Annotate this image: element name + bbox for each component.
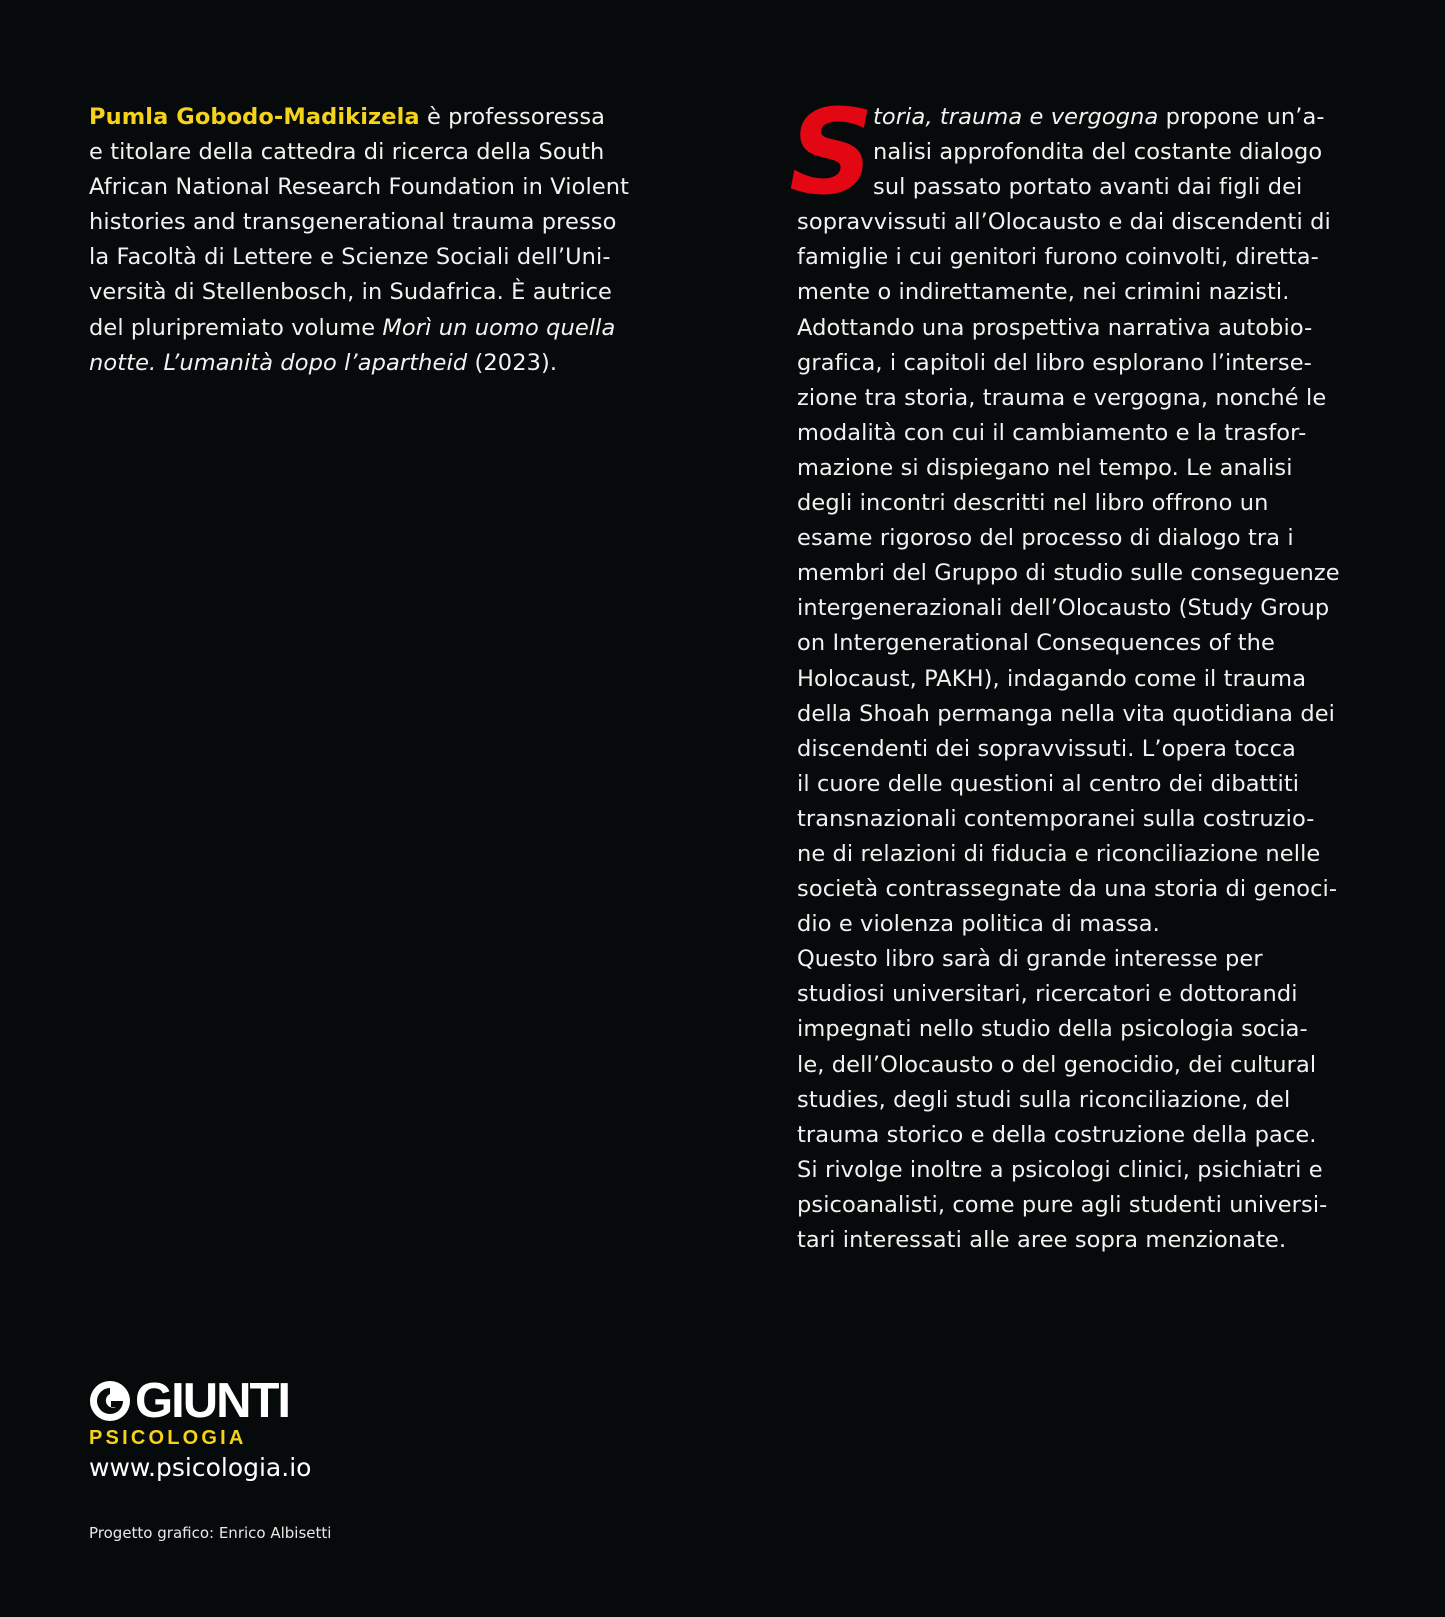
book-blurb bbox=[789, 83, 1397, 1258]
author-bio-line: histories and transgenerational trauma presso bbox=[89, 209, 617, 236]
author-bio-line: la Facoltà di Lettere e Scienze Sociali dell’Uni- bbox=[89, 244, 611, 271]
blurb-line: tari interessati alle aree sopra menzionate. bbox=[797, 1227, 1287, 1253]
blurb-line: on Intergenerational Consequences of the bbox=[797, 630, 1275, 657]
blurb-line: degli incontri descritti nel libro offrono un bbox=[797, 490, 1269, 517]
blurb-line: trauma storico e della costruzione della pace. bbox=[797, 1121, 1317, 1148]
author-bio-line: versità di Stellenbosch, in Sudafrica. È autrice bbox=[89, 279, 613, 306]
blurb-line: mazione si dispiegano nel tempo. Le analisi bbox=[797, 454, 1293, 481]
blurb-line: società contrassegnate da una storia di genoci- bbox=[797, 876, 1338, 903]
blurb-line: sul passato portato avanti dai figli dei bbox=[873, 174, 1303, 201]
blurb-line: intergenerazionali dell’Olocausto (Study Group bbox=[797, 595, 1330, 622]
author-bio-line: African National Research Foundation in Violent bbox=[89, 174, 630, 201]
blurb-line: Questo libro sarà di grande interesse per bbox=[797, 946, 1263, 973]
blurb-text: propone un’a- bbox=[1158, 104, 1325, 130]
publisher-brand bbox=[89, 1376, 311, 1486]
blurb-line: grafica, i capitoli del libro esplorano l’interse- bbox=[797, 349, 1312, 376]
blurb-line: membri del Gruppo di studio sulle conseguenze bbox=[797, 560, 1340, 587]
blurb-line: le, dell’Olocausto o del genocidio, dei cultural bbox=[797, 1051, 1317, 1078]
blurb-line: psicoanalisti, come pure agli studenti universi- bbox=[797, 1191, 1328, 1218]
publisher-url: www.psicologia.io bbox=[89, 1453, 312, 1482]
author-bio-line: e titolare della cattedra di ricerca della South bbox=[89, 139, 605, 166]
blurb-line: impegnati nello studio della psicologia socia- bbox=[797, 1016, 1308, 1043]
dropcap-letter: S bbox=[789, 83, 875, 221]
author-bio-line bbox=[89, 311, 659, 346]
blurb-line: famiglie i cui genitori furono coinvolti, diretta- bbox=[797, 244, 1319, 271]
publisher-imprint: PSICOLOGIA bbox=[89, 1427, 247, 1449]
book-title-italic: notte. L’umanità dopo l’apartheid bbox=[89, 349, 468, 376]
blurb-line: studies, degli studi sulla riconciliazione, del bbox=[797, 1086, 1291, 1113]
blurb-line: Adottando una prospettiva narrativa autobio- bbox=[797, 314, 1313, 341]
blurb-line: nalisi approfondita del costante dialogo bbox=[873, 139, 1323, 166]
giunti-g-logo-icon bbox=[89, 1380, 131, 1422]
blurb-line: dio e violenza politica di massa. bbox=[797, 911, 1160, 938]
author-bio-line bbox=[89, 100, 659, 135]
blurb-line: esame rigoroso del processo di dialogo tra i bbox=[797, 525, 1294, 552]
publisher-name: GIUNTI bbox=[135, 1374, 290, 1428]
blurb-line: studiosi universitari, ricercatori e dottorandi bbox=[797, 981, 1298, 1008]
author-bio bbox=[89, 100, 659, 381]
blurb-line: il cuore delle questioni al centro dei dibattiti bbox=[797, 770, 1300, 797]
author-bio-line bbox=[89, 346, 659, 381]
giunti-logo-row bbox=[89, 1376, 311, 1426]
blurb-line: sopravvissuti all’Olocausto e dai discendenti di bbox=[797, 209, 1331, 236]
blurb-line: zione tra storia, trauma e vergogna, nonché le bbox=[797, 384, 1327, 411]
blurb-line: modalità con cui il cambiamento e la trasfor- bbox=[797, 419, 1307, 446]
blurb-line: discendenti dei sopravvissuti. L’opera tocca bbox=[797, 735, 1296, 762]
author-bio-text: (2023). bbox=[467, 349, 558, 376]
blurb-line bbox=[797, 100, 1397, 135]
book-title-italic: toria, trauma e vergogna bbox=[873, 104, 1159, 130]
blurb-line: della Shoah permanga nella vita quotidiana dei bbox=[797, 700, 1335, 727]
book-title-italic: Morì un uomo quella bbox=[382, 314, 616, 341]
author-name: Pumla Gobodo-Madikizela bbox=[89, 104, 420, 130]
author-bio-text: è professoressa bbox=[419, 104, 606, 130]
blurb-body bbox=[797, 205, 1397, 1258]
blurb-line: Si rivolge inoltre a psicologi clinici, psichiatri e bbox=[797, 1156, 1323, 1183]
design-credit: Progetto grafico: Enrico Albisetti bbox=[89, 1524, 332, 1542]
blurb-line: Holocaust, PAKH), indagando come il trauma bbox=[797, 665, 1307, 692]
blurb-line: mente o indirettamente, nei crimini nazisti. bbox=[797, 279, 1290, 306]
author-bio-text: del pluripremiato volume bbox=[89, 314, 383, 341]
blurb-line: transnazionali contemporanei sulla costruzio- bbox=[797, 805, 1315, 832]
blurb-line: ne di relazioni di fiducia e riconciliazione nelle bbox=[797, 840, 1321, 867]
